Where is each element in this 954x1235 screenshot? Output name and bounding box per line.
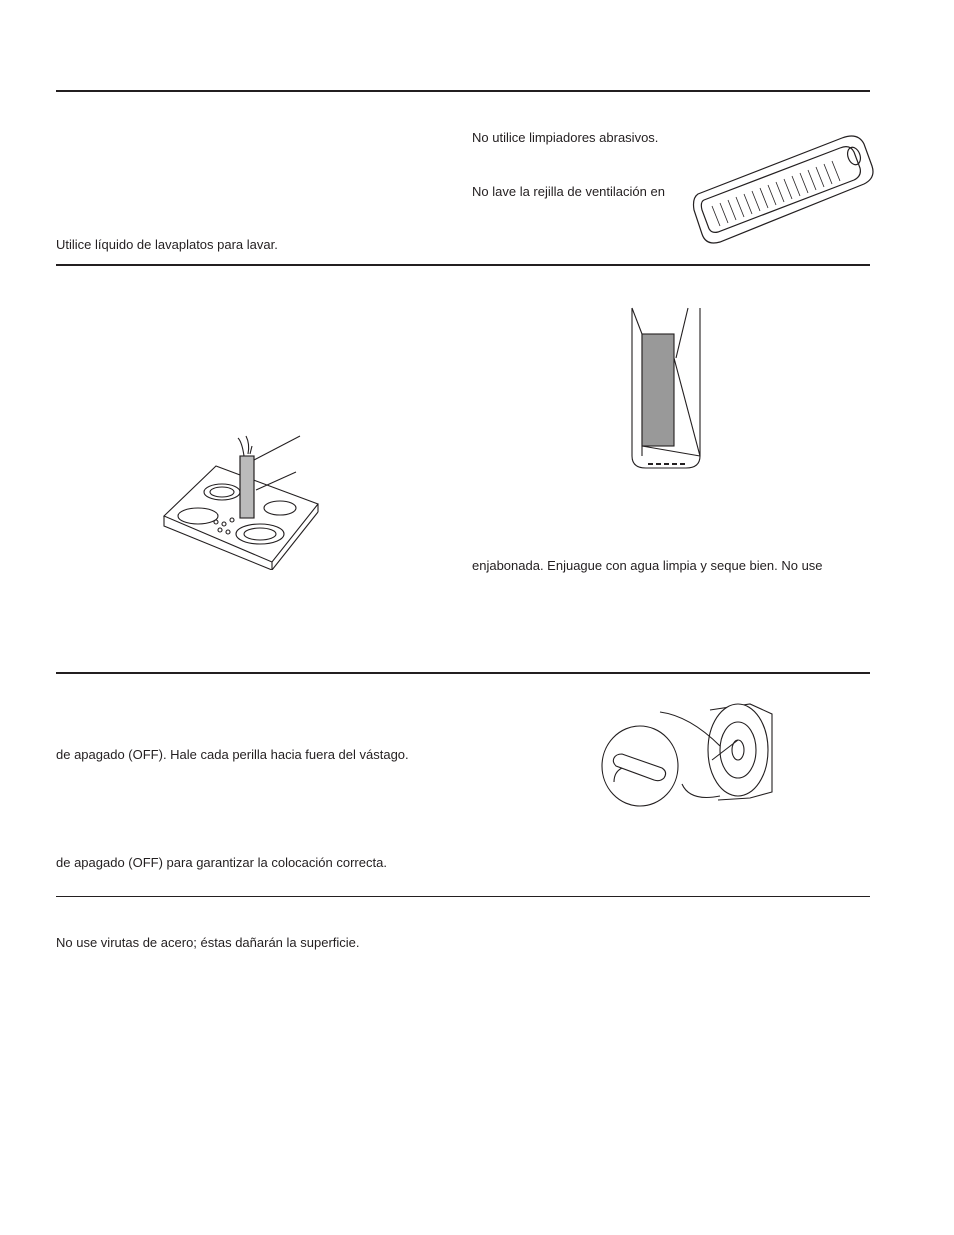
cooktop-filter-illustration [160, 430, 325, 570]
hood-filter-illustration [626, 306, 706, 470]
note-replace-knob: de apagado (OFF) para garantizar la colocación correcta. [56, 855, 387, 870]
note-steel-wool: No use virutas de acero; éstas dañarán la superficie. [56, 935, 360, 950]
section-divider-knobs [56, 672, 870, 674]
section-divider-surface [56, 896, 870, 897]
knob-illustration [600, 702, 780, 810]
note-no-dishwasher: No lave la rejilla de ventilación en [472, 184, 665, 199]
note-dish-detergent: Utilice líquido de lavaplatos para lavar. [56, 237, 278, 252]
note-no-abrasive: No utilice limpiadores abrasivos. [472, 130, 659, 145]
section-divider-filter [56, 264, 870, 266]
vent-grille-illustration [690, 126, 880, 248]
section-divider-top [56, 90, 870, 92]
note-pull-knob: de apagado (OFF). Hale cada perilla hacia fuera del vástago. [56, 747, 409, 762]
note-soapy-water: enjabonada. Enjuague con agua limpia y seque bien. No use [472, 558, 823, 573]
